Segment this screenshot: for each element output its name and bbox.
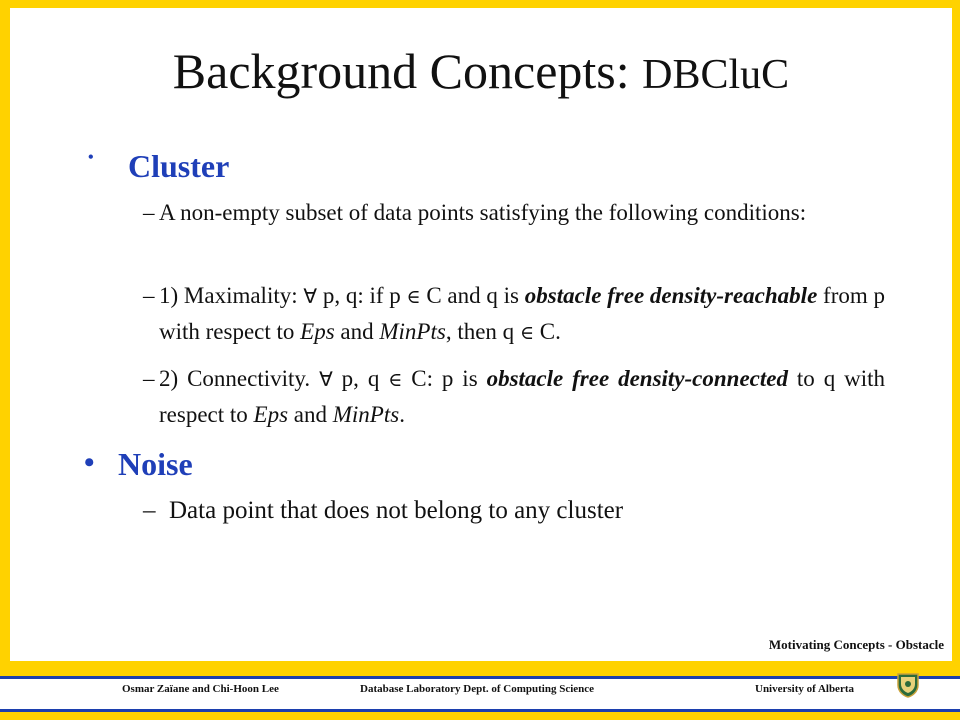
footer-university: University of Alberta — [755, 683, 854, 695]
slide — [10, 8, 952, 661]
page-title — [10, 43, 952, 99]
dash: – — [143, 283, 155, 308]
university-crest-icon — [897, 672, 919, 698]
dash: – — [143, 200, 155, 225]
noise-bullet-dot: • — [84, 446, 95, 479]
cluster-heading: Cluster — [128, 148, 230, 184]
maximality-condition — [145, 279, 885, 351]
noise-definition — [145, 494, 825, 528]
noise-definition-text: Data point that does not belong to any cluster — [169, 497, 624, 524]
cluster-definition-text: A non-empty subset of data points satisfying the following conditions: — [159, 200, 807, 225]
title-sub: DBCluC — [642, 52, 790, 98]
maximality-text: 1) Maximality: ∀ p, q: if p ∈ C and q is obstacle free density-reachable from p with respect to Eps and MinPts, then q ∈ C. — [159, 283, 886, 344]
connectivity-condition — [145, 362, 885, 432]
dash: – — [143, 366, 155, 391]
footer-lab: Database Laboratory Dept. of Computing Science — [360, 683, 595, 695]
footer — [0, 662, 960, 720]
dash: – — [143, 497, 156, 524]
connectivity-text: 2) Connectivity. ∀ p, q ∈ C: p is obstacle free density-connected to q with respect to Eps and MinPts. — [159, 366, 886, 427]
footer-authors: Osmar Zaïane and Chi-Hoon Lee — [122, 683, 279, 695]
section-label: Motivating Concepts - Obstacle — [768, 637, 944, 652]
noise-heading: Noise — [118, 446, 193, 482]
cluster-definition — [145, 196, 825, 230]
cluster-bullet-dot: • — [88, 149, 94, 166]
title-main: Background Concepts: — [172, 43, 643, 99]
